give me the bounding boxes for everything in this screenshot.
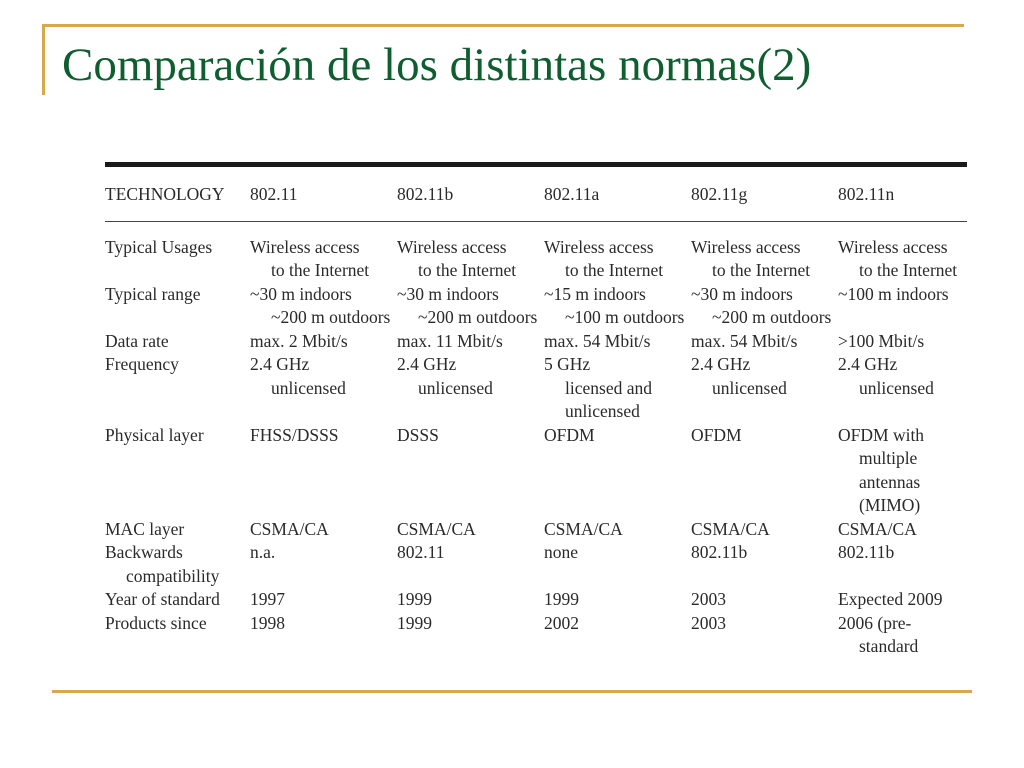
- table-row: [105, 612, 967, 659]
- table-cell-802-11n: [838, 518, 967, 542]
- table-cell-802-11g: [691, 330, 838, 354]
- table-cell-802-11: [250, 283, 397, 330]
- cell-text-line: none: [544, 542, 579, 562]
- cell-text-line: to the Internet: [418, 260, 517, 280]
- table-cell-802-11b: [397, 588, 544, 612]
- cell-text-line: Year of standard: [105, 589, 220, 609]
- cell-text-line: licensed and: [565, 377, 652, 398]
- cell-text-line: 2002: [544, 612, 579, 633]
- header-802-11n: 802.11n: [838, 165, 967, 222]
- cell-text-line: unlicensed: [418, 377, 493, 398]
- table-cell-802-11n: [838, 221, 967, 283]
- cell-text-line: 2.4 GHz: [691, 354, 751, 374]
- cell-text-line: Wireless access: [544, 236, 654, 257]
- table-cell-802-11g: [691, 221, 838, 283]
- cell-text-line: max. 11 Mbit/s: [397, 330, 503, 351]
- table-cell-802-11n: [838, 353, 967, 424]
- table-cell-802-11: [250, 541, 397, 588]
- bottom-accent-rule: [52, 690, 972, 693]
- table-cell-802-11n: [838, 424, 967, 518]
- cell-text-line: CSMA/CA: [397, 518, 476, 539]
- cell-text-line: Typical range: [105, 283, 201, 304]
- cell-text-line: Data rate: [105, 330, 169, 351]
- cell-text-line: unlicensed: [271, 377, 346, 398]
- table-cell-802-11a: [544, 283, 691, 330]
- cell-text-line: Backwards: [105, 542, 183, 562]
- table-cell-802-11b: [397, 353, 544, 424]
- table-cell-802-11a: [544, 330, 691, 354]
- row-label-cell: [105, 353, 250, 424]
- cell-text-line: to the Internet: [565, 260, 664, 280]
- cell-text-line: 1999: [397, 589, 432, 609]
- table-cell-802-11: [250, 221, 397, 283]
- row-label-cell: [105, 424, 250, 518]
- cell-text-line: ~200 m outdoors: [712, 307, 832, 327]
- cell-text-line: OFDM with: [838, 424, 925, 445]
- cell-text-line: (MIMO): [859, 495, 921, 515]
- cell-text-line: unlicensed: [712, 377, 787, 398]
- cell-text-line: Physical layer: [105, 424, 204, 445]
- cell-text-line: >100 Mbit/s: [838, 330, 925, 351]
- cell-text-line: Typical Usages: [105, 236, 213, 257]
- row-label-cell: [105, 221, 250, 283]
- table-cell-802-11g: [691, 541, 838, 588]
- cell-text-line: 2006 (pre-: [838, 612, 912, 633]
- cell-text-line: Wireless access: [250, 236, 360, 257]
- table-cell-802-11: [250, 588, 397, 612]
- cell-text-line: 1999: [544, 589, 579, 609]
- table-row: [105, 353, 967, 424]
- table-cell-802-11a: [544, 612, 691, 659]
- cell-text-line: 2.4 GHz: [838, 354, 898, 374]
- table-cell-802-11: [250, 612, 397, 659]
- cell-text-line: 802.11b: [838, 542, 895, 562]
- cell-text-line: multiple: [859, 448, 918, 468]
- table-cell-802-11a: [544, 424, 691, 518]
- header-802-11b: 802.11b: [397, 165, 544, 222]
- table-cell-802-11g: [691, 588, 838, 612]
- header-802-11: 802.11: [250, 165, 397, 222]
- table-row: [105, 588, 967, 612]
- cell-text-line: CSMA/CA: [838, 518, 917, 539]
- cell-text-line: 802.11: [397, 542, 445, 562]
- cell-text-line: to the Internet: [271, 260, 370, 280]
- comparison-table: [105, 162, 967, 659]
- table-row: [105, 221, 967, 283]
- table-cell-802-11n: [838, 541, 967, 588]
- cell-text-line: 5 GHz: [544, 354, 591, 374]
- cell-text-line: DSSS: [397, 424, 439, 445]
- table-cell-802-11g: [691, 353, 838, 424]
- table-cell-802-11: [250, 353, 397, 424]
- cell-text-line: 1998: [250, 612, 285, 633]
- table-cell-802-11: [250, 424, 397, 518]
- row-label-cell: [105, 588, 250, 612]
- cell-text-line: MAC layer: [105, 518, 185, 539]
- table-row: [105, 330, 967, 354]
- cell-text-line: Wireless access: [397, 236, 507, 257]
- cell-text-line: Frequency: [105, 354, 179, 374]
- cell-text-line: ~200 m outdoors: [271, 307, 391, 327]
- cell-text-line: antennas: [859, 471, 921, 492]
- cell-text-line: 2003: [691, 589, 726, 609]
- row-label-cell: [105, 283, 250, 330]
- cell-text-line: 2003: [691, 612, 726, 633]
- cell-text-line: ~15 m indoors: [544, 283, 646, 304]
- cell-text-line: to the Internet: [712, 260, 811, 280]
- cell-text-line: 1997: [250, 589, 285, 609]
- table-cell-802-11n: [838, 283, 967, 330]
- table-cell-802-11a: [544, 518, 691, 542]
- table-cell-802-11n: [838, 330, 967, 354]
- cell-text-line: 802.11b: [691, 542, 748, 562]
- left-accent-rule: [42, 24, 45, 95]
- table-cell-802-11g: [691, 518, 838, 542]
- table-cell-802-11b: [397, 518, 544, 542]
- cell-text-line: ~100 m outdoors: [565, 307, 685, 327]
- cell-text-line: unlicensed: [565, 401, 640, 421]
- table-cell-802-11g: [691, 283, 838, 330]
- table-cell-802-11b: [397, 612, 544, 659]
- cell-text-line: max. 54 Mbit/s: [691, 330, 798, 351]
- table-row: [105, 283, 967, 330]
- cell-text-line: standard: [859, 636, 919, 656]
- cell-text-line: 2.4 GHz: [397, 354, 457, 374]
- table-cell-802-11a: [544, 588, 691, 612]
- table-cell-802-11: [250, 518, 397, 542]
- table-cell-802-11g: [691, 424, 838, 518]
- cell-text-line: unlicensed: [859, 377, 934, 398]
- cell-text-line: Wireless access: [691, 236, 801, 257]
- table-body: [105, 221, 967, 659]
- cell-text-line: ~30 m indoors: [691, 283, 793, 304]
- cell-text-line: OFDM: [691, 424, 742, 445]
- table-header-row: [105, 165, 967, 222]
- cell-text-line: FHSS/DSSS: [250, 424, 339, 445]
- row-label-cell: [105, 330, 250, 354]
- table-cell-802-11a: [544, 353, 691, 424]
- cell-text-line: to the Internet: [859, 260, 958, 280]
- header-802-11a: 802.11a: [544, 165, 691, 222]
- cell-text-line: ~200 m outdoors: [418, 307, 538, 327]
- cell-text-line: CSMA/CA: [250, 518, 329, 539]
- cell-text-line: n.a.: [250, 542, 276, 562]
- cell-text-line: CSMA/CA: [691, 518, 770, 539]
- table-cell-802-11: [250, 330, 397, 354]
- row-label-cell: [105, 612, 250, 659]
- cell-text-line: ~100 m indoors: [838, 283, 949, 304]
- table-cell-802-11b: [397, 283, 544, 330]
- row-label-cell: [105, 518, 250, 542]
- cell-text-line: max. 54 Mbit/s: [544, 330, 651, 351]
- table-cell-802-11a: [544, 541, 691, 588]
- table-cell-802-11a: [544, 221, 691, 283]
- cell-text-line: CSMA/CA: [544, 518, 623, 539]
- table-row: [105, 424, 967, 518]
- header-802-11g: 802.11g: [691, 165, 838, 222]
- cell-text-line: Wireless access: [838, 236, 948, 257]
- top-accent-rule: [42, 24, 964, 27]
- cell-text-line: OFDM: [544, 424, 595, 445]
- header-technology: TECHNOLOGY: [105, 165, 250, 222]
- table-row: [105, 518, 967, 542]
- table-cell-802-11g: [691, 612, 838, 659]
- row-label-cell: [105, 541, 250, 588]
- comparison-table-container: [105, 162, 967, 659]
- cell-text-line: Products since: [105, 612, 207, 633]
- table-cell-802-11n: [838, 612, 967, 659]
- cell-text-line: 1999: [397, 612, 432, 633]
- table-cell-802-11b: [397, 221, 544, 283]
- table-cell-802-11n: [838, 588, 967, 612]
- cell-text-line: max. 2 Mbit/s: [250, 330, 348, 351]
- table-cell-802-11b: [397, 424, 544, 518]
- cell-text-line: ~30 m indoors: [397, 283, 499, 304]
- cell-text-line: Expected 2009: [838, 589, 943, 609]
- table-cell-802-11b: [397, 541, 544, 588]
- cell-text-line: 2.4 GHz: [250, 354, 310, 374]
- cell-text-line: compatibility: [126, 565, 220, 586]
- cell-text-line: ~30 m indoors: [250, 283, 352, 304]
- table-cell-802-11b: [397, 330, 544, 354]
- table-row: [105, 541, 967, 588]
- slide-title: Comparación de los distintas normas(2): [62, 39, 812, 91]
